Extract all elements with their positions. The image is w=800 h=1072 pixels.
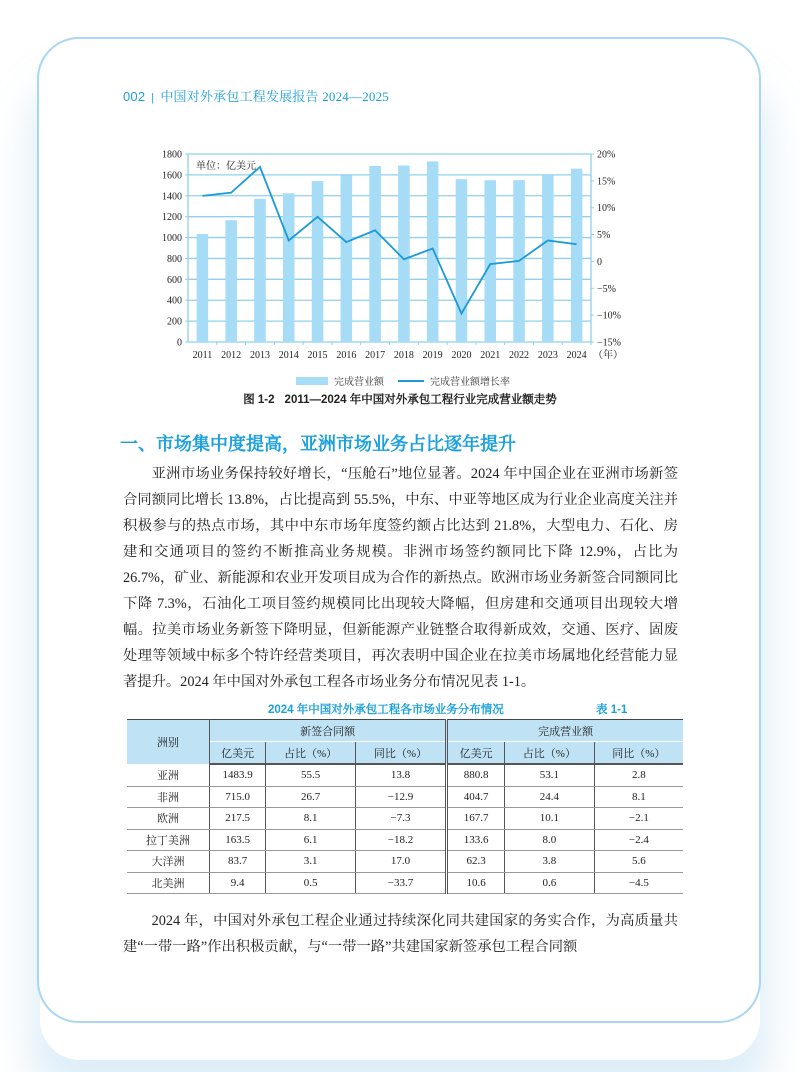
bar — [571, 169, 583, 342]
subheader: 占比（%） — [266, 742, 356, 765]
value-cell: 133.6 — [447, 829, 505, 851]
legend-line-swatch — [398, 380, 424, 382]
region-cell: 非洲 — [127, 786, 210, 808]
value-cell: 6.1 — [266, 829, 356, 851]
right-axis-tick: −5% — [597, 283, 616, 295]
x-axis-label: 2024 — [566, 350, 587, 361]
x-axis-label: 2019 — [422, 350, 443, 361]
legend-bar-swatch — [296, 377, 328, 385]
figure-number: 图 1-2 — [243, 394, 275, 406]
figure-caption-text: 2011—2024 年中国对外承包工程行业完成营业额走势 — [284, 394, 557, 406]
value-cell: 880.8 — [447, 764, 505, 786]
right-axis-tick: 15% — [597, 176, 616, 188]
x-axis-label: 2015 — [307, 350, 328, 361]
bar — [254, 199, 266, 342]
value-cell: 167.7 — [447, 808, 505, 830]
region-cell: 亚洲 — [127, 764, 210, 786]
value-cell: −2.1 — [594, 808, 683, 830]
legend-bar-label: 完成营业额 — [334, 377, 384, 388]
x-axis-label: 2017 — [365, 350, 386, 361]
left-axis-tick: 1600 — [162, 170, 182, 182]
col-header-region: 洲别 — [127, 720, 210, 765]
x-axis-label: 2018 — [393, 350, 414, 361]
table-row — [127, 829, 683, 851]
x-axis-label: 2012 — [221, 350, 242, 361]
value-cell: −7.3 — [355, 808, 446, 830]
value-cell: 9.4 — [210, 872, 266, 894]
bar — [197, 234, 209, 342]
running-header — [123, 86, 389, 105]
revenue-chart — [140, 140, 640, 380]
value-cell: 17.0 — [355, 851, 446, 873]
subheader: 占比（%） — [505, 742, 595, 765]
subheader: 同比（%） — [594, 742, 683, 765]
body-paragraph-2: 2024 年，中国对外承包工程企业通过持续深化同共建国家的务实合作，为高质量共建“一带一路”作出积极贡献，与“一带一路”共建国家新签承包工程合同额 — [123, 913, 678, 955]
bar — [427, 161, 439, 342]
subheader: 亿美元 — [210, 742, 266, 765]
right-axis-tick: −10% — [597, 310, 621, 322]
table-row — [127, 872, 683, 894]
value-cell: 3.8 — [505, 851, 595, 873]
bar — [542, 174, 554, 342]
bar — [484, 180, 496, 342]
table-row — [127, 764, 683, 786]
right-axis-tick: 10% — [597, 203, 616, 215]
x-axis-label: 2014 — [278, 350, 299, 361]
x-axis-label: 2011 — [192, 350, 213, 361]
left-axis-tick: 1400 — [162, 191, 182, 203]
value-cell: −33.7 — [355, 872, 446, 894]
value-cell: 62.3 — [447, 851, 505, 873]
value-cell: 10.6 — [447, 872, 505, 894]
value-cell: −18.2 — [355, 829, 446, 851]
value-cell: −4.5 — [594, 872, 683, 894]
bar — [369, 166, 381, 342]
left-axis-tick: 1000 — [162, 233, 182, 245]
left-axis-tick: 600 — [167, 274, 182, 286]
left-axis-tick: 0 — [177, 337, 182, 349]
region-cell: 欧洲 — [127, 808, 210, 830]
bar — [398, 165, 410, 342]
market-distribution-table — [127, 719, 683, 894]
left-axis-tick: 200 — [167, 316, 182, 328]
bar — [341, 176, 353, 342]
right-axis-tick: 20% — [597, 149, 616, 161]
body-paragraph-1: 亚洲市场业务保持较好增长，“压舱石”地位显著。2024 年中国企业在亚洲市场新签合同额同比增长 13.8%，占比提高到 55.5%，中东、中亚等地区成为行业企业高度关注并积极参与的热点市场，其中中东市场年度签约额占比达到 21.8%，大型电力、石化、房建和交通项目的签约不断推高业务规模。非洲市场签约额同比下降 12.9%，占比为 26.7%，矿业、新能源和农业开发项目成为合作的新热点。欧洲市场业务新签合同额同比下降 7.3%，石油化工项目签约规模同比出现较大降幅，但房建和交通项目出现较大增幅。拉美市场业务新签下降明显，但新能源产业链整合取得新成效，交通、医疗、固废处理等领域中标多个特许经营类项目，再次表明中国企业在拉美市场属地化经营能力显著提升。2024 年中国对外承包工程各市场业务分布情况见表 1-1。 — [123, 466, 678, 690]
left-axis-tick: 1200 — [162, 212, 182, 224]
region-cell: 拉丁美洲 — [127, 829, 210, 851]
value-cell: 5.6 — [594, 851, 683, 873]
legend-line-label: 完成营业额增长率 — [430, 377, 510, 388]
table-row — [127, 851, 683, 873]
value-cell: 163.5 — [210, 829, 266, 851]
value-cell: 53.1 — [505, 764, 595, 786]
value-cell: 8.1 — [266, 808, 356, 830]
value-cell: 24.4 — [505, 786, 595, 808]
bar — [312, 181, 324, 342]
table-number: 表 1-1 — [596, 704, 628, 716]
group-header-revenue: 完成营业额 — [447, 720, 683, 742]
group-header-new-contracts: 新签合同额 — [210, 720, 447, 742]
figure-caption — [0, 391, 800, 407]
value-cell: 3.1 — [266, 851, 356, 873]
bar — [456, 179, 468, 342]
table-title: 2024 年中国对外承包工程各市场业务分布情况 — [268, 704, 504, 716]
value-cell: 55.5 — [266, 764, 356, 786]
value-cell: −2.4 — [594, 829, 683, 851]
value-cell: 8.0 — [505, 829, 595, 851]
header-separator: | — [151, 92, 155, 104]
value-cell: 0.6 — [505, 872, 595, 894]
value-cell: 13.8 — [355, 764, 446, 786]
x-axis-label: 2013 — [249, 350, 270, 361]
left-axis-tick: 800 — [167, 253, 182, 265]
value-cell: 26.7 — [266, 786, 356, 808]
subheader: 同比（%） — [355, 742, 446, 765]
value-cell: 404.7 — [447, 786, 505, 808]
region-cell: 大洋洲 — [127, 851, 210, 873]
right-axis-tick: 0 — [597, 256, 602, 268]
page-number: 002 — [123, 89, 146, 104]
value-cell: 2.8 — [594, 764, 683, 786]
value-cell: 715.0 — [210, 786, 266, 808]
right-axis-tick: 5% — [597, 230, 611, 242]
chart-canvas — [140, 140, 640, 380]
unit-label: 单位：亿美元 — [196, 161, 256, 172]
value-cell: 83.7 — [210, 851, 266, 873]
value-cell: 0.5 — [266, 872, 356, 894]
bar — [283, 193, 295, 342]
chart-legend — [296, 373, 510, 388]
value-cell: 217.5 — [210, 808, 266, 830]
x-axis-label: 2020 — [451, 350, 472, 361]
value-cell: −12.9 — [355, 786, 446, 808]
table-row — [127, 786, 683, 808]
x-axis-label: 2021 — [480, 350, 501, 361]
section-heading: 一、市场集中度提高，亚洲市场业务占比逐年提升 — [120, 434, 516, 454]
x-axis-label: 2022 — [509, 350, 530, 361]
left-axis-tick: 1800 — [162, 149, 182, 161]
x-axis-label: 2016 — [336, 350, 357, 361]
right-axis-tick: −15% — [597, 337, 621, 349]
left-axis-tick: 400 — [167, 295, 182, 307]
x-axis-label: 2023 — [537, 350, 558, 361]
value-cell: 10.1 — [505, 808, 595, 830]
bar — [225, 220, 237, 342]
book-title: 中国对外承包工程发展报告 2024—2025 — [160, 89, 390, 104]
value-cell: 8.1 — [594, 786, 683, 808]
subheader: 亿美元 — [447, 742, 505, 765]
table-row — [127, 808, 683, 830]
x-axis-unit: （年） — [593, 350, 623, 361]
region-cell: 北美洲 — [127, 872, 210, 894]
value-cell: 1483.9 — [210, 764, 266, 786]
